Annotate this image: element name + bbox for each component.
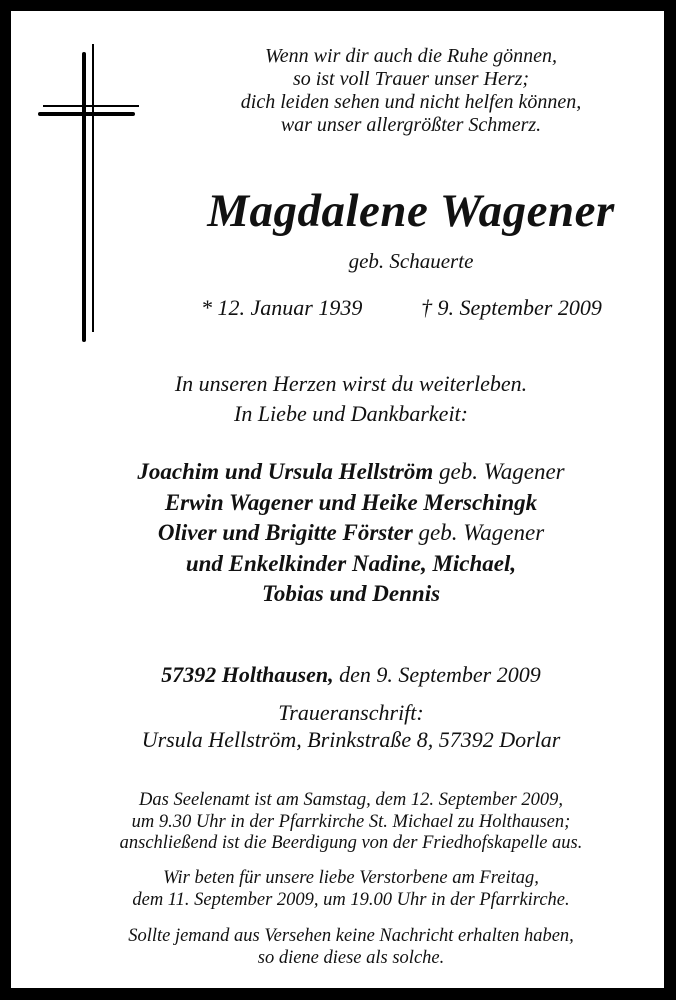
family-maiden: geb. Wagener bbox=[412, 520, 545, 545]
family-list bbox=[91, 457, 611, 610]
poem-line: so ist voll Trauer unser Herz; bbox=[292, 68, 530, 90]
remembrance-line: In Liebe und Dankbarkeit: bbox=[234, 401, 468, 426]
date: den 9. September 2009 bbox=[333, 662, 541, 687]
poem-line: dich leiden sehen und nicht helfen können, bbox=[240, 91, 582, 113]
remembrance bbox=[91, 369, 611, 429]
info-line: anschließend ist die Beerdigung von der Friedhofskapelle aus. bbox=[119, 833, 583, 853]
family-names: und Enkelkinder Nadine, Michael, bbox=[185, 550, 517, 576]
info-line: so diene diese als solche. bbox=[257, 947, 445, 968]
prayer-info bbox=[71, 868, 631, 911]
family-line bbox=[91, 579, 611, 610]
maiden-name: geb. Schauerte bbox=[348, 249, 474, 273]
birth-date: * 12. Januar 1939 bbox=[201, 295, 363, 320]
place-date bbox=[111, 662, 591, 688]
family-names: Tobias und Dennis bbox=[261, 581, 441, 606]
family-names: Erwin Wagener und Heike Merschingk bbox=[164, 489, 538, 515]
info-line: dem 11. September 2009, um 19.00 Uhr in der Pfarrkirche. bbox=[132, 889, 570, 910]
notice-info bbox=[71, 926, 631, 969]
info-line: Das Seelenamt ist am Samstag, dem 12. September 2009, bbox=[139, 790, 563, 810]
poem bbox=[161, 45, 661, 137]
service-info bbox=[71, 790, 631, 855]
info-line: Wir beten für unsere liebe Verstorbene am Freitag, bbox=[163, 868, 539, 888]
info-line: um 9.30 Uhr in der Pfarrkirche St. Michael zu Holthausen; bbox=[131, 811, 571, 832]
poem-line: Wenn wir dir auch die Ruhe gönnen, bbox=[264, 45, 557, 67]
mourning-address bbox=[111, 699, 591, 753]
remembrance-line: In unseren Herzen wirst du weiterleben. bbox=[174, 371, 528, 396]
family-names: Joachim und Ursula Hellström bbox=[137, 459, 434, 484]
address-label: Traueranschrift: bbox=[278, 700, 424, 725]
address-value: Ursula Hellström, Brinkstraße 8, 57392 Dorlar bbox=[141, 727, 561, 752]
family-names: Oliver und Brigitte Förster bbox=[157, 520, 413, 545]
obituary-card bbox=[11, 11, 664, 988]
place: 57392 Holthausen, bbox=[161, 662, 334, 687]
info-line: Sollte jemand aus Versehen keine Nachricht erhalten haben, bbox=[128, 926, 574, 946]
family-line bbox=[91, 518, 611, 549]
death-date: † 9. September 2009 bbox=[421, 295, 602, 320]
family-line bbox=[91, 549, 611, 580]
family-line bbox=[91, 457, 611, 488]
deceased-name: Magdalene Wagener bbox=[207, 185, 615, 237]
family-line bbox=[91, 488, 611, 519]
poem-line: war unser allergrößter Schmerz. bbox=[280, 114, 542, 136]
family-maiden: geb. Wagener bbox=[433, 459, 565, 484]
